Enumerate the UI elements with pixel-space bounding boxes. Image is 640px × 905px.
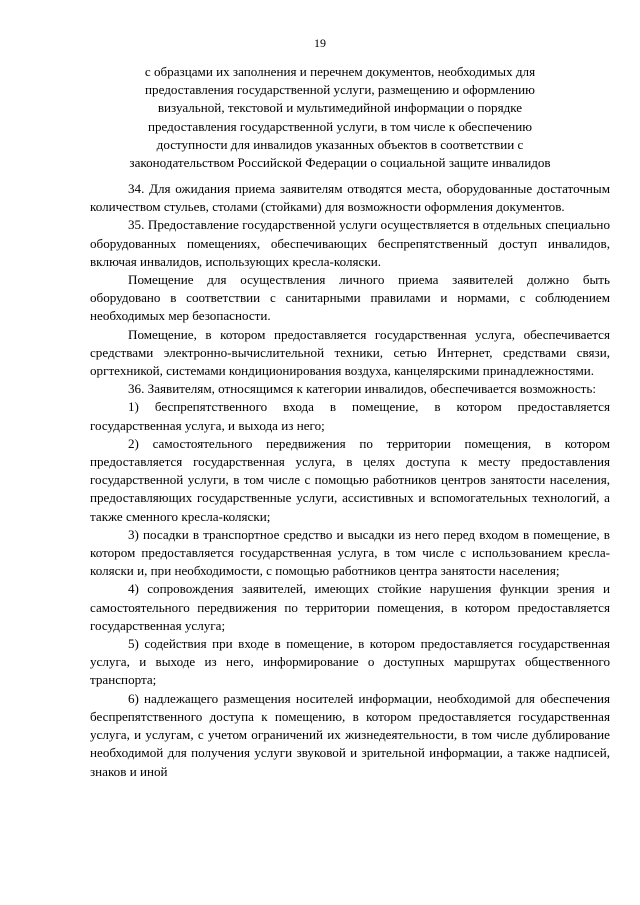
heading-line: доступности для инвалидов указанных объектов в соответствии с [156,136,524,152]
list-item-5: 5) содействия при входе в помещение, в котором предоставляется государственная услуга, и выходе из него, информирование о доступных маршрутах общественного транспорта; [90,636,610,688]
page-number: 19 [314,36,326,50]
heading-line: с образцами их заполнения и перечнем документов, необходимых для [144,64,536,79]
paragraph-premises-equipment: Помещение, в котором предоставляется государственная услуга, обеспечивается средствами электронно-вычислительной техники, сетью Интернет, средствами связи, оргтехникой, системами кондиционирования воздуха, канцелярскими принадлежностями. [90,326,610,379]
paragraph-35: 35. Предоставление государственной услуги осуществляется в отдельных специально оборудованных помещениях, обеспечивающих беспрепятственный доступ инвалидов, включая инвалидов, использующих кресла-коляски. [90,217,610,269]
list-item-1: 1) беспрепятственного входа в помещение, в котором предоставляется государственная услуга, и выхода из него; [90,399,610,433]
heading-line: предоставления государственной услуги, в том числе к обеспечению [147,118,533,134]
heading-line: предоставления государственной услуги, размещению и оформлению [145,82,535,98]
list-item-4: 4) сопровождения заявителей, имеющих стойкие нарушения функции зрения и самостоятельного передвижения по территории помещения, в котором предоставляется государственная услуга; [90,581,610,633]
list-item-3: 3) посадки в транспортное средство и высадки из него перед входом в помещение, в котором предоставляется государственная услуга, в том числе с использованием кресла-коляски и, при необходимости, с помощью работников центра занятости населения; [90,526,610,579]
heading-line: визуальной, текстовой и мультимедийной информации о порядке [157,100,523,116]
heading-line: законодательством Российской Федерации о социальной защите инвалидов [129,155,551,171]
list-item-6: 6) надлежащего размещения носителей информации, необходимой для обеспечения беспрепятственного доступа к помещению, в котором предоставляется государственная услуга, и услугам, с учетом ограничений их жизнедеятельности, в том числе дублирование необходимой для получения услуги звуковой и зрительной информации, а также надписей, знаков и иной [90,690,610,779]
document-body [90,180,610,781]
paragraph-premises-requirements: Помещение для осуществления личного приема заявителей должно быть оборудовано в соответствии с санитарными правилами и нормами, с соблюдением необходимых мер безопасности. [90,272,610,324]
section-heading [80,63,600,172]
list-item-2: 2) самостоятельного передвижения по территории помещения, в котором предоставляется государственная услуга, в целях доступа к месту предоставления государственной услуги, в том числе с помощью работников центров занятости населения, предоставляющих государственные услуги, ассистивных и вспомогательных технологий, а также сменного кресла-коляски; [90,435,610,524]
paragraph-34: 34. Для ожидания приема заявителям отводятся места, оборудованные достаточным количеством стульев, столами (стойками) для возможности оформления документов. [90,181,610,215]
paragraph-36: 36. Заявителям, относящимся к категории инвалидов, обеспечивается возможность: [128,381,596,397]
